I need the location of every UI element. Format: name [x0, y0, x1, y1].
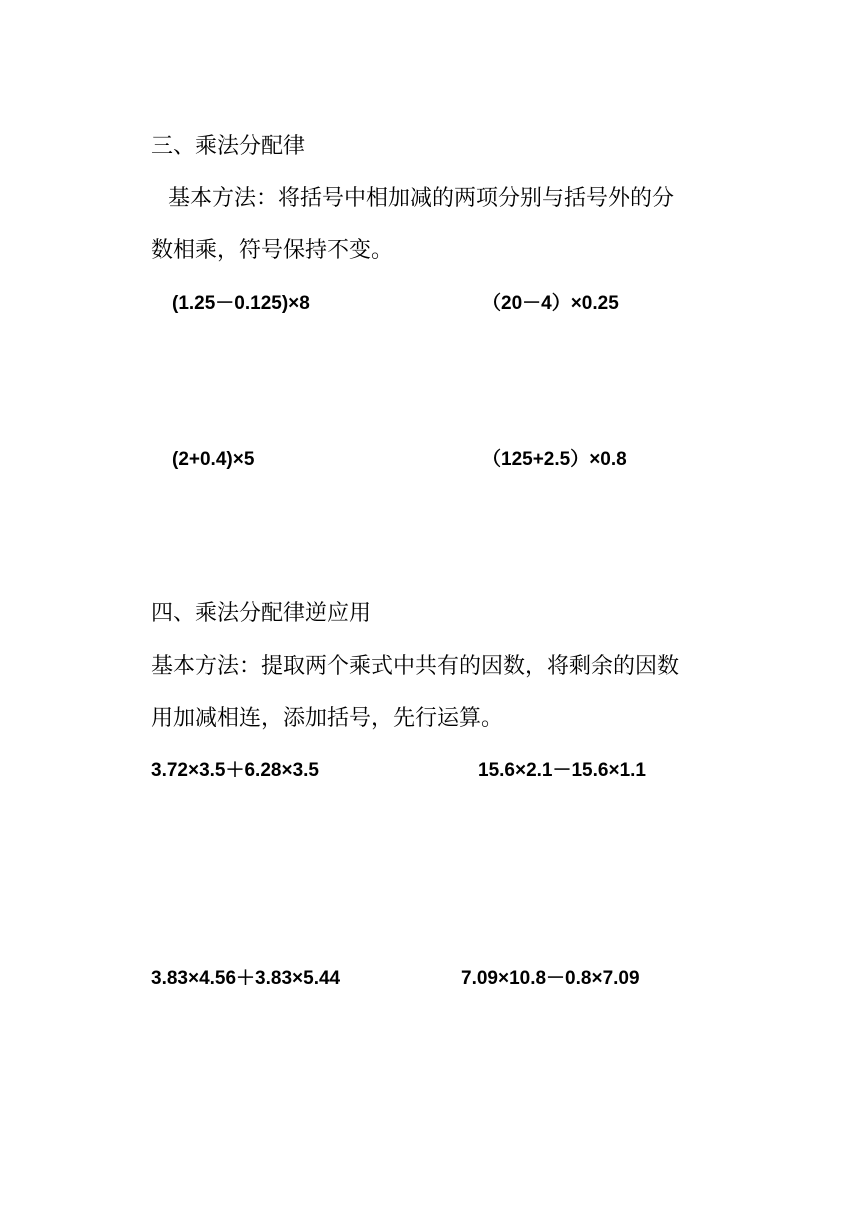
- section-4-heading: 四、乘法分配律逆应用: [151, 601, 372, 626]
- section-4-method-line-1: 基本方法：提取两个乘式中共有的因数，将剩余的因数: [151, 654, 680, 679]
- section-3-method-line-1: 基本方法：将括号中相加减的两项分别与括号外的分: [168, 186, 675, 211]
- section-3-method-line-2: 数相乘，符号保持不变。: [151, 238, 394, 263]
- section-4-method-line-2: 用加减相连，添加括号，先行运算。: [151, 706, 504, 731]
- problem-3-4: （125+2.5）×0.8: [482, 449, 627, 470]
- problem-4-4: 7.09×10.8－0.8×7.09: [461, 968, 640, 989]
- section-3-heading: 三、乘法分配律: [151, 134, 306, 159]
- problem-4-3: 3.83×4.56＋3.83×5.44: [151, 968, 341, 989]
- problem-4-2: 15.6×2.1－15.6×1.1: [478, 760, 646, 781]
- problem-3-1: (1.25－0.125)×8: [172, 293, 310, 314]
- problem-4-1: 3.72×3.5＋6.28×3.5: [151, 760, 319, 781]
- problem-3-3: (2+0.4)×5: [172, 449, 255, 470]
- problem-3-2: （20－4）×0.25: [482, 293, 619, 314]
